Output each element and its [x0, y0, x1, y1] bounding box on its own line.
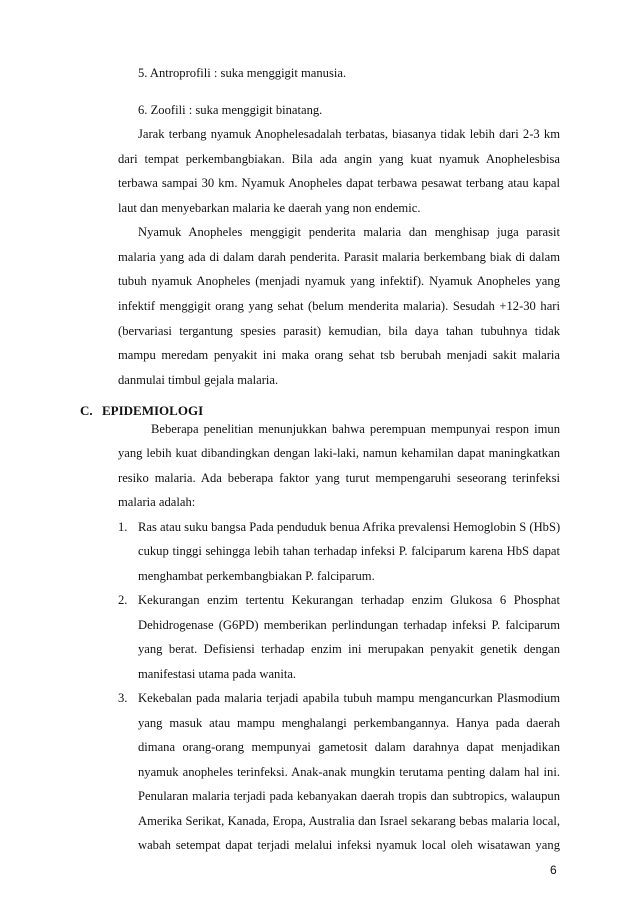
list-number: 2.	[118, 593, 128, 607]
text-line: malaria adalah:	[118, 495, 196, 509]
list-number: 1.	[118, 520, 128, 534]
text-line: nyamuk anopheles terinfeksi. Anak-anak mungkin terutama penting dalam hal ini.	[138, 765, 560, 779]
text-line: yang berat. Defisiensi terhadap enzim ini merupakan penyakit genetik dengan	[138, 642, 560, 656]
text-line: malaria yang ada di dalam darah penderita. Parasit malaria berkembang biak di dalam	[118, 250, 560, 264]
list-number: 3.	[118, 691, 128, 705]
page-number: 6	[550, 863, 557, 877]
text-line: yang masuk atau mampu menghalangi perkembangannya. Hanya pada daerah	[138, 716, 560, 730]
text-line: laut dan menyebarkan malaria ke daerah yang non endemic.	[118, 201, 421, 215]
text-line: wabah setempat dapat terjadi melalui infeksi nyamuk local oleh wisatawan yang	[138, 838, 560, 852]
text-line: infektif menggigit orang yang sehat (belum menderita malaria). Sesudah +12-30 hari	[118, 299, 560, 313]
text-line: (bervariasi tergantung spesies parasit) kemudian, bila daya tahan tubuhnya tidak	[118, 324, 560, 338]
text-line: Kekebalan pada malaria terjadi apabila tubuh mampu mengancurkan Plasmodium	[138, 691, 560, 705]
text-line: dari tempat perkembangbiakan. Bila ada angin yang kuat nyamuk Anophelesbisa	[118, 152, 560, 166]
text-line: tubuh nyamuk Anopheles (menjadi nyamuk yang infektif). Nyamuk Anopheles yang	[118, 274, 560, 288]
text-line: terbawa sampai 30 km. Nyamuk Anopheles dapat terbawa pesawat terbang atau kapal	[118, 176, 560, 190]
text-line: Beberapa penelitian menunjukkan bahwa perempuan mempunyai respon imun	[151, 422, 560, 436]
text-line: Jarak terbang nyamuk Anophelesadalah terbatas, biasanya tidak lebih dari 2-3 km	[138, 127, 560, 141]
text-line: resiko malaria. Ada beberapa faktor yang turut mempengaruhi seseorang terinfeksi	[118, 471, 560, 485]
section-heading	[80, 403, 203, 419]
text-line: yang lebih kuat dibandingkan dengan laki-laki, namun kehamilan dapat maningkatkan	[118, 446, 560, 460]
text-line: Ras atau suku bangsa Pada penduduk benua Afrika prevalensi Hemoglobin S (HbS)	[138, 520, 561, 534]
text-line: dimana orang-orang mempunyai gametosit dalam darahnya dapat menjadikan	[138, 740, 560, 754]
text-line: mampu meredam penyakit ini maka orang sehat tsb berubah menjadi sakit malaria	[118, 348, 560, 362]
text-line: Kekurangan enzim tertentu Kekurangan terhadap enzim Glukosa 6 Phosphat	[138, 593, 560, 607]
section-title: EPIDEMIOLOGI	[102, 403, 204, 418]
text-line: menghambat perkembangbiakan P. falciparum.	[138, 569, 375, 583]
text-line: danmulai timbul gejala malaria.	[118, 373, 279, 387]
text-line: 5. Antroprofili : suka menggigit manusia.	[138, 66, 347, 80]
text-line: Amerika Serikat, Kanada, Eropa, Australia dan Israel sekarang bebas malaria local,	[138, 814, 560, 828]
text-line: manifestasi utama pada wanita.	[138, 667, 297, 681]
text-line: Nyamuk Anopheles menggigit penderita malaria dan menghisap juga parasit	[138, 225, 560, 239]
text-line: cukup tinggi sehingga lebih tahan terhadap infeksi P. falciparum karena HbS dapat	[138, 544, 560, 558]
text-line: 6. Zoofili : suka menggigit binatang.	[138, 103, 323, 117]
text-line: Dehidrogenase (G6PD) memberikan perlindungan terhadap infeksi P. falciparum	[138, 618, 560, 632]
text-line: Penularan malaria terjadi pada kebanyakan daerah tropis dan subtropics, walaupun	[138, 789, 560, 803]
section-letter: C.	[80, 403, 93, 418]
